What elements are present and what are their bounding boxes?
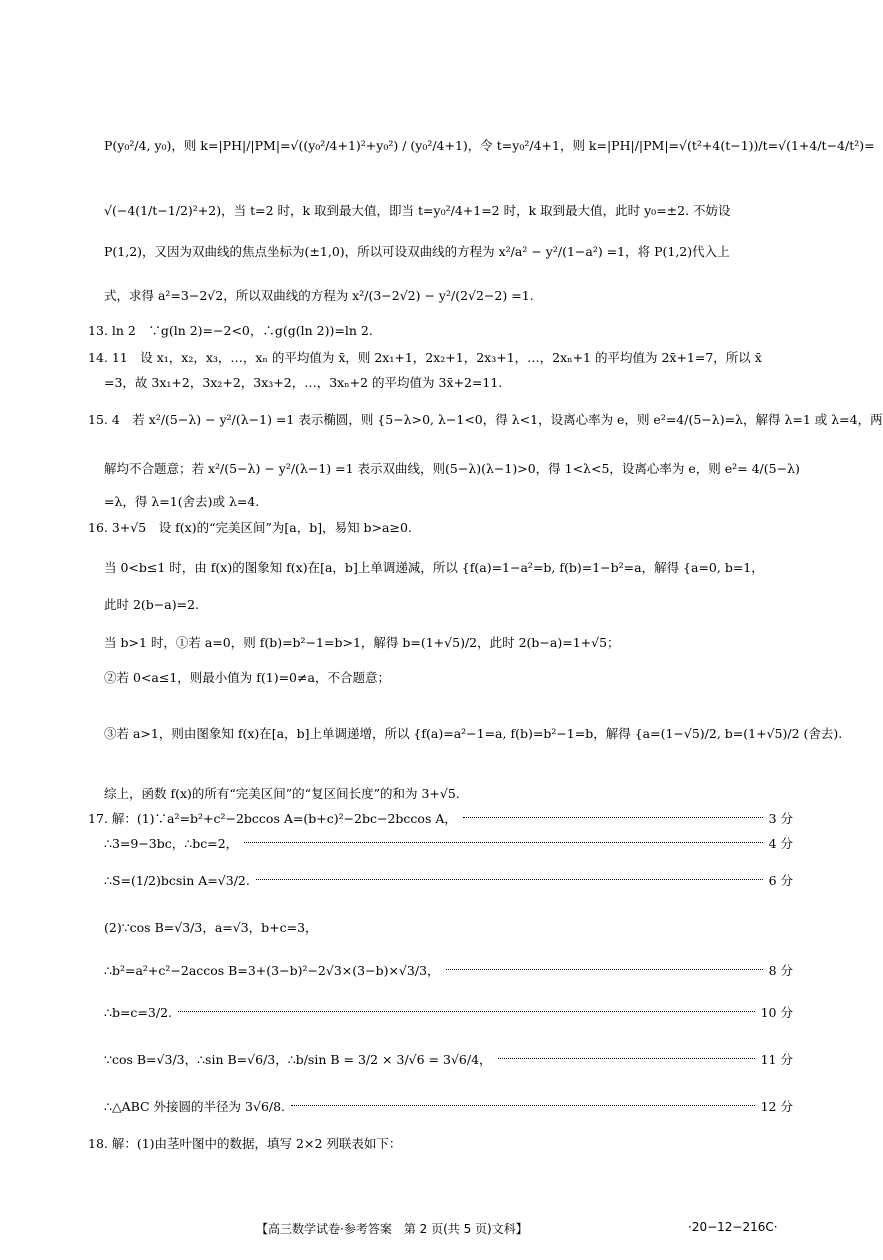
p14-line-a: 14. 11 设 x₁，x₂，x₃，…，xₙ 的平均值为 x̄，则 2x₁+1，2x₂+1，2x₃+1，…，2xₙ+1 的平均值为 2x̄+1=7，所以 x̄ — [88, 350, 762, 365]
p17-row-3 — [104, 875, 793, 888]
p15-line-b: 解均不合题意；若 x²/(5−λ) − y²/(λ−1) =1 表示双曲线，则(5−λ)(λ−1)>0，得 1<λ<5，设离心率为 e，则 e²= 4/(5−λ) — [104, 461, 800, 476]
score-8: 8 分 — [768, 963, 793, 978]
p12-line-d: 式，求得 a²=3−2√2，所以双曲线的方程为 x²/(3−2√2) − y²/(2√2−2) =1. — [104, 288, 534, 303]
leader-dots — [244, 841, 762, 843]
p14-line-b: =3，故 3x₁+2，3x₂+2，3x₃+2，…，3xₙ+2 的平均值为 3x̄+2=11. — [104, 375, 503, 390]
p17-row-1 — [88, 813, 793, 826]
p16-line-a: 16. 3+√5 设 f(x)的“完美区间”为[a，b]，易知 b>a≥0. — [88, 520, 412, 535]
p17-line-d: (2)∵cos B=√3/3，a=√3，b+c=3， — [104, 920, 318, 935]
p15-line-a: 15. 4 若 x²/(5−λ) − y²/(λ−1) =1 表示椭圆，则 {5−λ>0, λ−1<0，得 λ<1，设离心率为 e，则 e²=4/(5−λ)=λ，解得 λ=1 或 λ=4，两 — [88, 412, 883, 427]
leader-dots — [178, 1010, 755, 1012]
p17-row-8 — [104, 1101, 793, 1114]
leader-dots — [446, 968, 763, 970]
p17-row-2 — [104, 838, 793, 851]
p17-line-c: ∴S=(1/2)bcsin A=√3/2. — [104, 873, 250, 888]
p16-line-d: 当 b>1 时，①若 a=0，则 f(b)=b²−1=b>1，解得 b=(1+√5)/2，此时 2(b−a)=1+√5； — [104, 635, 620, 650]
p17-line-g: ∵cos B=√3/3，∴sin B=√6/3，∴b/sin B = 3/2 × 3/√6 = 3√6/4， — [104, 1052, 492, 1067]
p16-line-b: 当 0<b≤1 时，由 f(x)的图象知 f(x)在[a，b]上单调递减，所以 {f(a)=1−a²=b, f(b)=1−b²=a，解得 {a=0, b=1， — [104, 560, 764, 575]
leader-dots — [463, 816, 763, 818]
footer-right: ·20−12−216C· — [688, 1220, 778, 1234]
leader-dots — [291, 1104, 755, 1106]
p16-line-g: 综上，函数 f(x)的所有“完美区间”的“复区间长度”的和为 3+√5. — [104, 786, 460, 801]
p13-line: 13. ln 2 ∵g(ln 2)=−2<0，∴g(g(ln 2))=ln 2. — [88, 323, 373, 338]
score-11: 11 分 — [760, 1052, 793, 1067]
p17-row-6 — [104, 1007, 793, 1020]
p12-line-c: P(1,2)，又因为双曲线的焦点坐标为(±1,0)，所以可设双曲线的方程为 x²/a² − y²/(1−a²) =1，将 P(1,2)代入上 — [104, 244, 730, 259]
leader-dots — [256, 878, 763, 880]
p12-line-a: P(y₀²/4, y₀)，则 k=|PH|/|PM|=√((y₀²/4+1)²+y₀²) / (y₀²/4+1)，令 t=y₀²/4+1，则 k=|PH|/|PM|=√(t²+4(t−1))/t=√(1+4/t−4/t²)= — [104, 138, 875, 153]
p12-line-b: √(−4(1/t−1/2)²+2)，当 t=2 时，k 取到最大值，即当 t=y₀²/4+1=2 时，k 取到最大值，此时 y₀=±2. 不妨设 — [104, 203, 731, 218]
leader-dots — [498, 1057, 755, 1059]
p15-line-c: =λ，得 λ=1(舍去)或 λ=4. — [104, 494, 260, 509]
p16-line-f: ③若 a>1，则由图象知 f(x)在[a，b]上单调递增，所以 {f(a)=a²−1=a, f(b)=b²−1=b，解得 {a=(1−√5)/2, b=(1+√5)/2 (舍去). — [104, 726, 843, 741]
score-6: 6 分 — [768, 873, 793, 888]
p17-line-f: ∴b=c=3/2. — [104, 1005, 172, 1020]
score-3: 3 分 — [768, 811, 793, 826]
p16-line-e: ②若 0<a≤1，则最小值为 f(1)=0≠a，不合题意； — [104, 670, 390, 685]
score-10: 10 分 — [760, 1005, 793, 1020]
p17-line-a: 17. 解：(1)∵a²=b²+c²−2bccos A=(b+c)²−2bc−2bccos A， — [88, 811, 457, 826]
p17-line-h: ∴△ABC 外接圆的半径为 3√6/8. — [104, 1099, 286, 1114]
p17-row-7 — [104, 1054, 793, 1067]
p17-row-5 — [104, 965, 793, 978]
score-12: 12 分 — [760, 1099, 793, 1114]
p17-line-e: ∴b²=a²+c²−2accos B=3+(3−b)²−2√3×(3−b)×√3/3， — [104, 963, 440, 978]
score-4: 4 分 — [768, 836, 793, 851]
p16-line-c: 此时 2(b−a)=2. — [104, 597, 200, 612]
footer-center: 【高三数学试卷·参考答案 第 2 页(共 5 页)文科】 — [256, 1222, 528, 1236]
p18-line: 18. 解：(1)由茎叶图中的数据，填写 2×2 列联表如下： — [88, 1136, 402, 1151]
p17-line-b: ∴3=9−3bc，∴bc=2， — [104, 836, 239, 851]
